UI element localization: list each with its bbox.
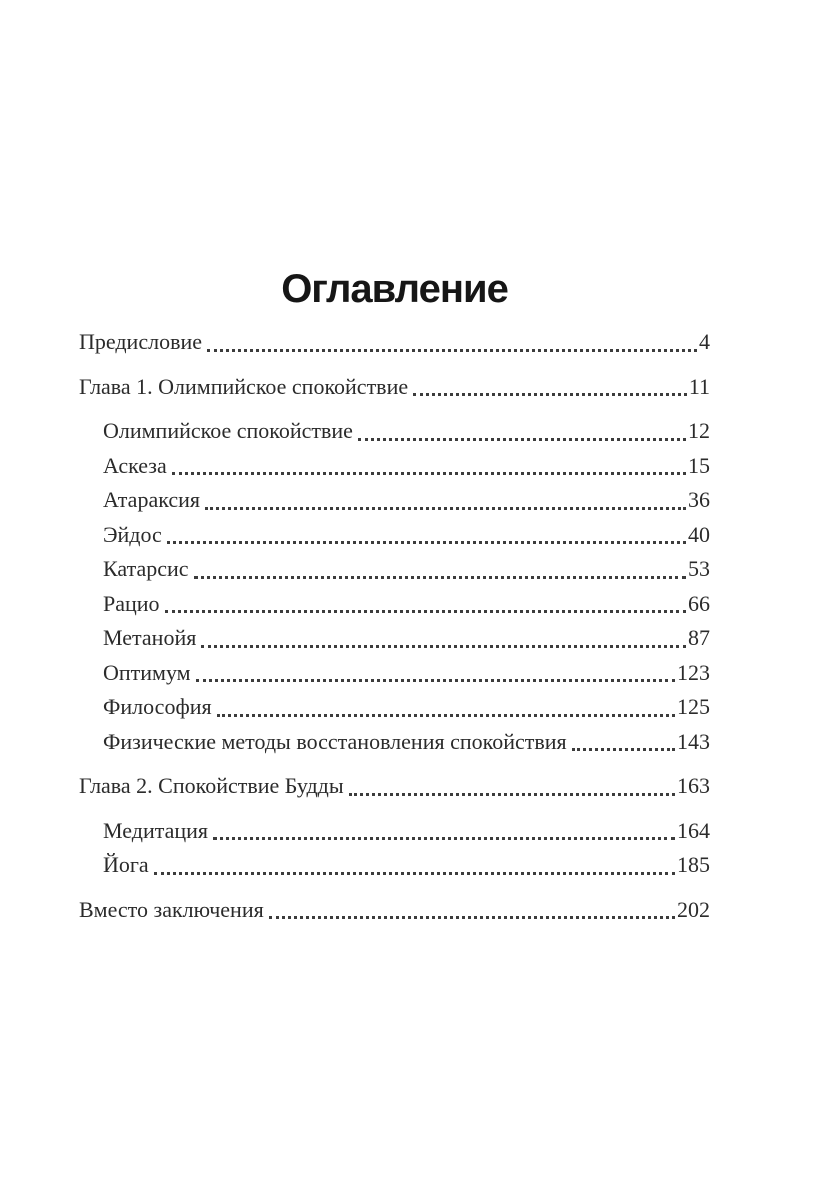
dot-leader	[165, 587, 686, 614]
dot-leader	[205, 483, 686, 510]
toc-entry-label: Олимпийское спокойствие	[103, 418, 353, 443]
dot-leader	[194, 552, 686, 579]
toc-entry	[79, 814, 710, 849]
toc-entry-label: Оптимум	[103, 659, 191, 685]
toc-entry	[79, 725, 710, 760]
toc-entry-label: Аскеза	[103, 452, 167, 478]
toc-entry	[79, 893, 710, 928]
dot-leader	[154, 848, 675, 875]
toc-entry	[79, 483, 710, 518]
toc-entry-label: Атараксия	[103, 487, 201, 512]
toc-entry-page: 66	[688, 590, 710, 616]
toc-entry-label: Метанойя	[103, 625, 197, 650]
dot-leader	[167, 518, 686, 545]
toc-entry-page: 123	[677, 659, 710, 685]
table-of-contents	[79, 325, 710, 937]
dot-leader	[213, 814, 675, 841]
dot-leader	[358, 414, 686, 441]
toc-entry-page: 36	[688, 487, 710, 512]
toc-entry-page: 202	[677, 896, 710, 922]
toc-entry	[79, 449, 710, 484]
toc-entry-page: 11	[688, 373, 710, 399]
toc-entry	[79, 690, 710, 725]
toc-entry-label: Философия	[103, 694, 212, 719]
toc-entry-label: Рацио	[103, 590, 160, 616]
toc-entry-label: Эйдос	[103, 521, 162, 547]
toc-entry-label: Глава 1. Олимпийское спокойствие	[79, 373, 409, 399]
toc-entry-page: 12	[688, 418, 710, 443]
toc-entry-page: 163	[677, 773, 710, 798]
toc-entry-label: Предисловие	[79, 329, 202, 354]
toc-entry	[79, 414, 710, 449]
toc-entry	[79, 848, 710, 883]
toc-entry	[79, 621, 710, 656]
toc-entry-page: 185	[677, 852, 710, 877]
toc-entry	[79, 587, 710, 622]
dot-leader	[201, 621, 686, 648]
toc-entry-page: 40	[688, 521, 710, 547]
dot-leader	[572, 725, 675, 752]
toc-entry	[79, 518, 710, 553]
dot-leader	[413, 370, 687, 397]
toc-entry-label: Глава 2. Спокойствие Будды	[79, 773, 344, 798]
toc-entry-label: Катарсис	[103, 556, 189, 581]
toc-entry-page: 164	[677, 817, 710, 843]
toc-entry-page: 4	[699, 329, 710, 354]
dot-leader	[349, 769, 675, 796]
dot-leader	[207, 325, 697, 352]
toc-entry	[79, 769, 710, 804]
dot-leader	[196, 656, 675, 683]
dot-leader	[217, 690, 675, 717]
toc-entry-page: 125	[677, 694, 710, 719]
dot-leader	[269, 893, 675, 920]
toc-entry-label: Йога	[103, 852, 149, 877]
toc-entry-page: 15	[688, 452, 710, 478]
toc-entry	[79, 656, 710, 691]
toc-entry-page: 143	[677, 728, 710, 754]
toc-entry-page: 87	[688, 625, 710, 650]
toc-entry	[79, 325, 710, 360]
dot-leader	[172, 449, 686, 476]
toc-entry-label: Вместо заключения	[79, 896, 264, 922]
toc-entry	[79, 552, 710, 587]
toc-entry-label: Медитация	[103, 817, 209, 843]
toc-entry-page: 53	[688, 556, 710, 581]
toc-entry-label: Физические методы восстановления спокойствия	[103, 728, 567, 754]
toc-entry	[79, 370, 710, 405]
page-title: Оглавление	[281, 266, 508, 311]
